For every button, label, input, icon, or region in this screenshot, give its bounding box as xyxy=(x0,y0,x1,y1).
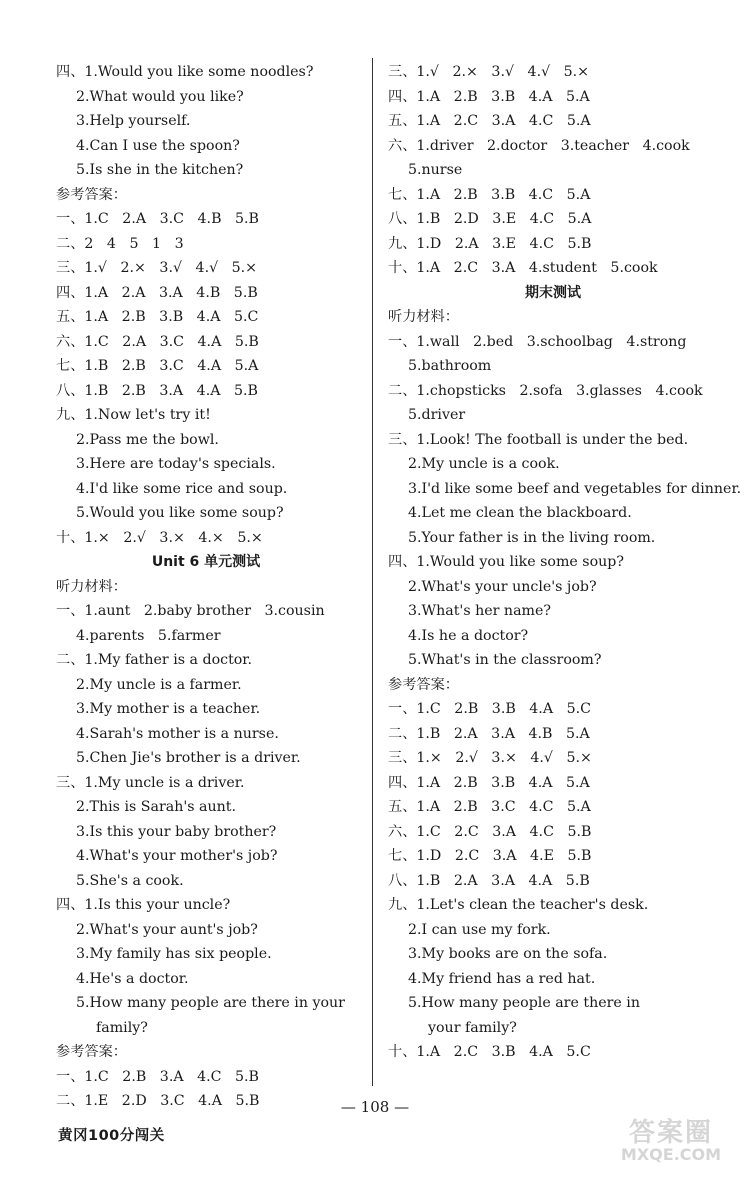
text-line: 5.She's a cook. xyxy=(76,872,184,889)
text-line: 七、1.A 2.B 3.B 4.C 5.A xyxy=(388,186,591,203)
text-line: 七、1.D 2.C 3.A 4.E 5.B xyxy=(388,848,592,864)
text-line: 五、1.A 2.C 3.A 4.C 5.A xyxy=(388,113,591,129)
text-line: 2.I can use my fork. xyxy=(408,921,551,938)
text-line: 十、1.× 2.√ 3.× 4.× 5.× xyxy=(56,529,263,546)
text-line: 三、1.× 2.√ 3.× 4.√ 5.× xyxy=(388,750,592,766)
left-column xyxy=(56,60,356,1114)
text-line: 4.I'd like some rice and soup. xyxy=(76,480,288,497)
text-line: 5.How many people are there in your xyxy=(76,995,345,1011)
text-line: 四、1.Is this your uncle? xyxy=(56,897,231,913)
text-line: 三、1.√ 2.× 3.√ 4.√ 5.× xyxy=(56,260,258,276)
text-line: 2.What's your aunt's job? xyxy=(76,921,258,938)
text-line: 四、1.A 2.B 3.B 4.A 5.A xyxy=(388,774,590,791)
text-line: 四、1.A 2.A 3.A 4.B 5.B xyxy=(56,284,258,301)
text-line: 三、1.√ 2.× 3.√ 4.√ 5.× xyxy=(388,64,590,80)
text-line: 3.I'd like some beef and vegetables for dinner. xyxy=(408,480,742,497)
text-line: 六、1.driver 2.doctor 3.teacher 4.cook xyxy=(388,137,690,154)
text-line: 六、1.C 2.C 3.A 4.C 5.B xyxy=(388,823,592,840)
text-line: 4.What's your mother's job? xyxy=(76,848,278,864)
watermark-site: MXQE.COM xyxy=(620,1145,722,1164)
section-heading: 期末测试 xyxy=(525,284,581,301)
text-line: 2.What's your uncle's job? xyxy=(408,578,597,595)
text-line: 一、1.C 2.B 3.A 4.C 5.B xyxy=(56,1068,259,1085)
text-line: 5.driver xyxy=(408,407,466,423)
text-line: 4.parents 5.farmer xyxy=(76,627,221,644)
section-heading: Unit 6 单元测试 xyxy=(151,554,261,570)
text-line: 3.Help yourself. xyxy=(76,113,191,129)
text-line: 4.Can I use the spoon? xyxy=(76,137,240,154)
watermark-logo-text: 答案圈 xyxy=(628,1118,713,1148)
text-line: 5.bathroom xyxy=(408,358,492,374)
text-line: 一、1.C 2.A 3.C 4.B 5.B xyxy=(56,211,259,227)
text-line: 二、1.B 2.A 3.A 4.B 5.A xyxy=(388,725,590,742)
text-line: 3.Is this your baby brother? xyxy=(76,823,277,840)
text-line: 听力材料： xyxy=(388,309,459,325)
text-line: family? xyxy=(96,1019,148,1036)
text-line: 5.What's in the classroom? xyxy=(408,652,602,668)
text-line: 四、1.Would you like some noodles? xyxy=(56,64,314,80)
right-column xyxy=(388,60,742,1065)
text-line: 十、1.A 2.C 3.A 4.student 5.cook xyxy=(388,260,658,276)
text-line: 2.My uncle is a cook. xyxy=(408,456,560,472)
text-line: 三、1.Look! The football is under the bed. xyxy=(388,431,689,448)
text-line: 3.My mother is a teacher. xyxy=(76,701,261,717)
book-brand: 黄冈100分闯关 xyxy=(58,1128,165,1144)
text-line: 二、1.E 2.D 3.C 4.A 5.B xyxy=(56,1093,260,1109)
text-line: 九、1.D 2.A 3.E 4.C 5.B xyxy=(388,235,592,252)
text-line: 二、1.chopsticks 2.sofa 3.glasses 4.cook xyxy=(388,382,703,399)
text-line: 二、1.My father is a doctor. xyxy=(56,652,253,668)
text-line: 三、1.My uncle is a driver. xyxy=(56,774,245,791)
text-line: 八、1.B 2.D 3.E 4.C 5.A xyxy=(388,211,592,227)
text-line: 一、1.C 2.B 3.B 4.A 5.C xyxy=(388,701,591,717)
text-line: 2.Pass me the bowl. xyxy=(76,431,219,448)
text-line: 2.What would you like? xyxy=(76,88,244,105)
text-line: 4.Sarah's mother is a nurse. xyxy=(76,725,279,742)
text-line: 5.Chen Jie's brother is a driver. xyxy=(76,750,301,766)
text-line: 八、1.B 2.B 3.A 4.A 5.B xyxy=(56,382,258,399)
text-line: 5.How many people are there in xyxy=(408,995,640,1011)
text-line: 5.Is she in the kitchen? xyxy=(76,162,244,178)
page-number: — 108 — xyxy=(340,1098,410,1116)
text-line: 3.My books are on the sofa. xyxy=(408,946,608,962)
text-line: 四、1.Would you like some soup? xyxy=(388,554,624,570)
text-line: 4.He's a doctor. xyxy=(76,970,189,987)
text-line: 5.Would you like some soup? xyxy=(76,505,284,521)
text-line: 3.What's her name? xyxy=(408,603,551,619)
text-line: 参考答案： xyxy=(56,186,127,203)
text-line: 5.Your father is in the living room. xyxy=(408,529,656,546)
text-line: 2.This is Sarah's aunt. xyxy=(76,799,236,815)
text-line: 3.My family has six people. xyxy=(76,946,272,962)
text-line: 参考答案： xyxy=(56,1044,127,1060)
text-line: 九、1.Now let's try it! xyxy=(56,407,211,423)
text-line: 一、1.aunt 2.baby brother 3.cousin xyxy=(56,603,325,619)
text-line: 2.My uncle is a farmer. xyxy=(76,676,242,693)
column-divider xyxy=(372,58,373,1086)
text-line: your family? xyxy=(428,1019,517,1036)
text-line: 七、1.B 2.B 3.C 4.A 5.A xyxy=(56,358,259,374)
text-line: 十、1.A 2.C 3.B 4.A 5.C xyxy=(388,1044,591,1060)
text-line: 五、1.A 2.B 3.B 4.A 5.C xyxy=(56,309,259,325)
text-line: 四、1.A 2.B 3.B 4.A 5.A xyxy=(388,88,590,105)
text-line: 六、1.C 2.A 3.C 4.A 5.B xyxy=(56,333,259,350)
text-line: 4.Let me clean the blackboard. xyxy=(408,505,632,521)
text-line: 4.Is he a doctor? xyxy=(408,627,529,644)
text-line: 五、1.A 2.B 3.C 4.C 5.A xyxy=(388,799,591,815)
text-line: 参考答案： xyxy=(388,676,459,693)
text-line: 一、1.wall 2.bed 3.schoolbag 4.strong xyxy=(388,333,687,350)
text-line: 5.nurse xyxy=(408,162,463,178)
watermark xyxy=(606,1112,736,1172)
text-line: 听力材料： xyxy=(56,578,127,595)
text-line: 二、2 4 5 1 3 xyxy=(56,235,184,252)
text-line: 九、1.Let's clean the teacher's desk. xyxy=(388,897,649,913)
text-line: 3.Here are today's specials. xyxy=(76,456,276,472)
text-line: 八、1.B 2.A 3.A 4.A 5.B xyxy=(388,872,590,889)
text-line: 4.My friend has a red hat. xyxy=(408,970,596,987)
